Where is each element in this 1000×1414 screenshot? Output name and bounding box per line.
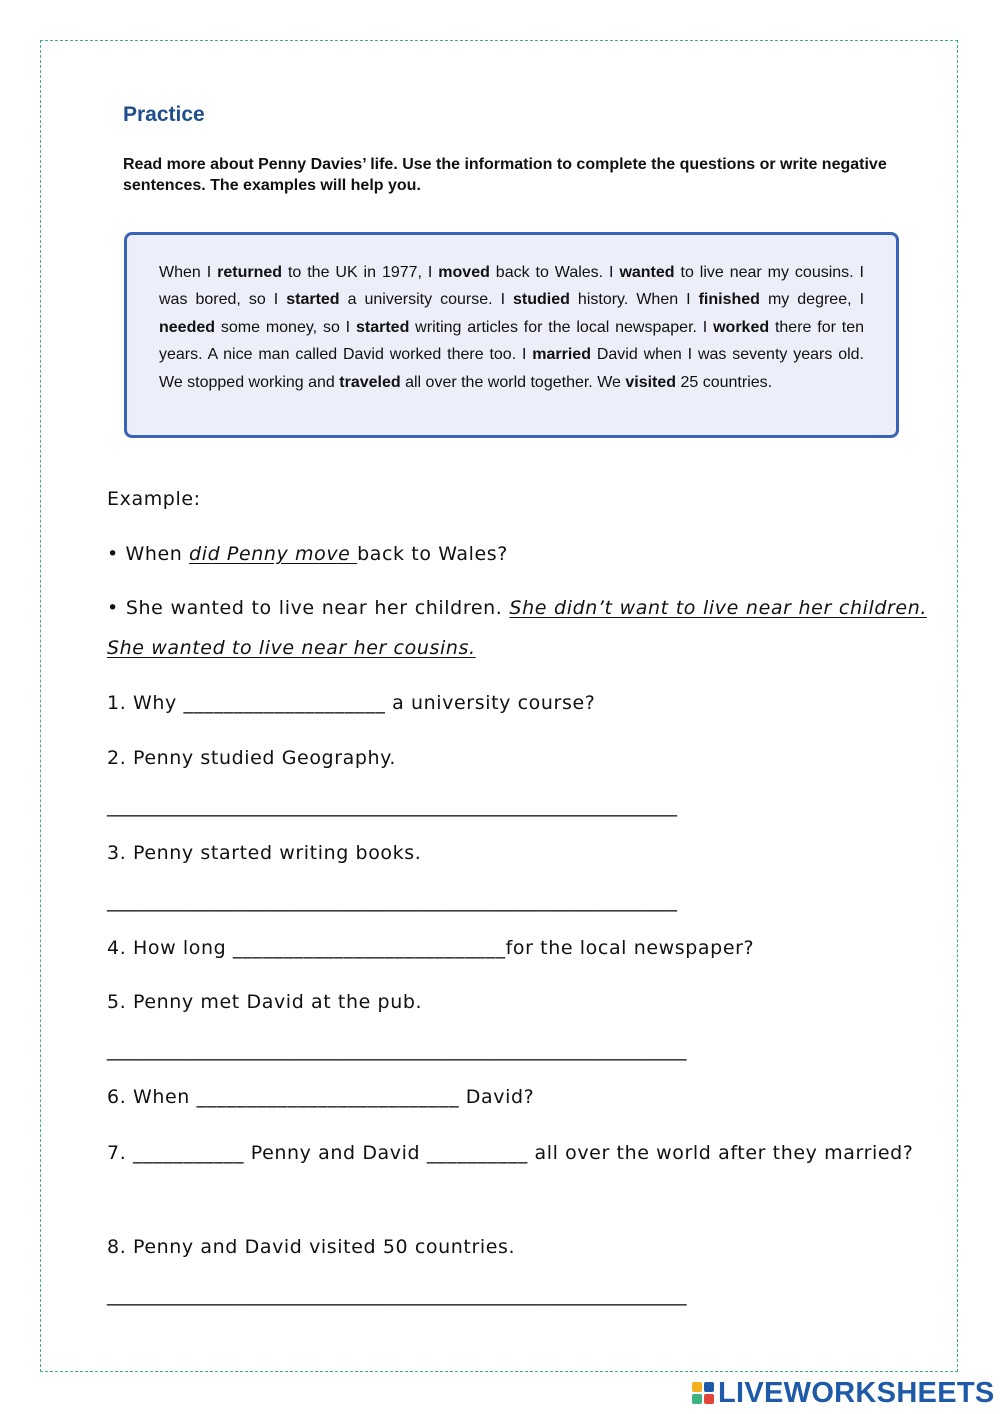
section-title: Practice bbox=[123, 103, 205, 126]
reading-text bbox=[159, 259, 864, 396]
reading-verb: returned bbox=[217, 264, 283, 281]
reading-verb: wanted bbox=[619, 264, 675, 281]
example-1-suffix: back to Wales? bbox=[357, 543, 508, 565]
reading-fragment: some money, so I bbox=[215, 318, 356, 336]
logo-text: LIVEWORKSHEETS bbox=[718, 1376, 995, 1409]
reading-fragment: history. When I bbox=[569, 291, 699, 309]
question-6: 6. When __________________________ David? bbox=[107, 1086, 535, 1108]
reading-verb: started bbox=[355, 318, 410, 336]
question-5-answer-line[interactable]: _____________________________________________________________ bbox=[107, 1039, 687, 1061]
reading-verb: started bbox=[286, 291, 340, 309]
example-1-prefix: • When bbox=[107, 543, 190, 565]
example-1-answer: did Penny move bbox=[189, 543, 358, 565]
reading-fragment: there for ten years. A nice man called David worked there too. I bbox=[159, 318, 865, 364]
question-2: 2. Penny studied Geography. bbox=[107, 747, 396, 769]
reading-fragment: back to Wales. I bbox=[489, 264, 620, 281]
example-2-prefix: • She wanted to live near her children. bbox=[107, 597, 510, 619]
reading-fragment: all over the world together. We bbox=[400, 373, 626, 391]
reading-verb: studied bbox=[513, 291, 570, 309]
example-1 bbox=[107, 543, 508, 565]
question-3: 3. Penny started writing books. bbox=[107, 842, 422, 864]
reading-fragment: 25 countries. bbox=[676, 373, 773, 391]
reading-fragment: to live near my cousins. I was bored, so I bbox=[159, 264, 864, 309]
example-2 bbox=[107, 588, 927, 668]
reading-verb: traveled bbox=[339, 373, 401, 391]
reading-box bbox=[124, 232, 899, 438]
question-7: 7. ___________ Penny and David __________ all over the world after they married? bbox=[107, 1142, 914, 1164]
reading-verb: visited bbox=[625, 373, 677, 391]
question-8-answer-line[interactable]: _____________________________________________________________ bbox=[107, 1284, 687, 1306]
reading-fragment: David when I was seventy years old. We stopped working and bbox=[159, 346, 865, 391]
reading-fragment: a university course. I bbox=[339, 291, 514, 309]
question-5: 5. Penny met David at the pub. bbox=[107, 991, 423, 1013]
question-1: 1. Why ____________________ a university course? bbox=[107, 692, 596, 714]
example-2-answer: She didn’t want to live near her children. She wanted to live near her cousins. bbox=[107, 597, 927, 659]
reading-verb: worked bbox=[713, 318, 770, 336]
reading-verb: finished bbox=[698, 291, 760, 309]
question-4: 4. How long ___________________________for the local newspaper? bbox=[107, 937, 755, 959]
question-3-answer-line[interactable]: ____________________________________________________________ bbox=[107, 890, 677, 912]
instructions: Read more about Penny Davies’ life. Use the information to complete the questions or write negative sentences. The examples will help you. bbox=[123, 156, 887, 194]
reading-verb: married bbox=[532, 346, 591, 364]
reading-fragment: my degree, I bbox=[759, 291, 865, 309]
reading-fragment: writing articles for the local newspaper. I bbox=[409, 318, 714, 336]
liveworksheets-logo[interactable] bbox=[692, 1378, 995, 1408]
reading-fragment: to the UK in 1977, I bbox=[282, 264, 439, 281]
example-label: Example: bbox=[107, 488, 201, 510]
reading-verb: needed bbox=[159, 318, 216, 336]
liveworksheets-logo-icon bbox=[692, 1382, 714, 1404]
question-8: 8. Penny and David visited 50 countries. bbox=[107, 1236, 516, 1258]
reading-verb: moved bbox=[438, 264, 490, 281]
reading-fragment: When I bbox=[159, 264, 218, 281]
question-2-answer-line[interactable]: ____________________________________________________________ bbox=[107, 795, 677, 817]
